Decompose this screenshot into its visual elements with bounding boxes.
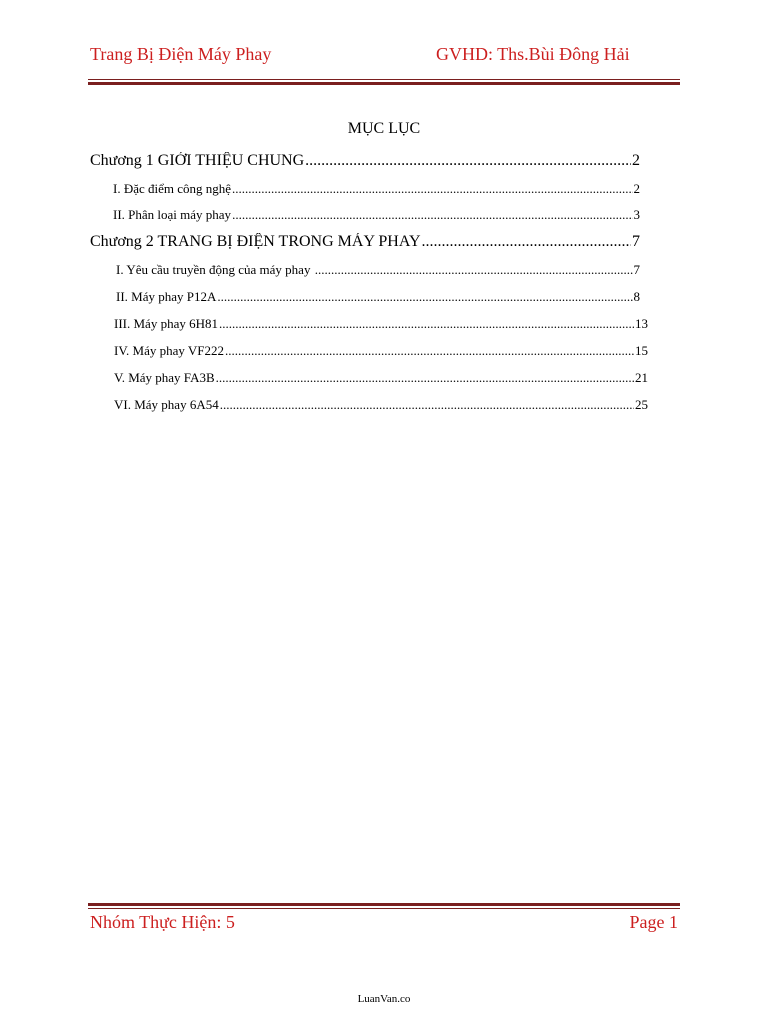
toc-entry-page: 21: [635, 370, 648, 385]
footer-rule-thin: [88, 908, 680, 909]
toc-entry-label: Chương 1 GIỚI THIỆU CHUNG: [90, 152, 305, 169]
toc-entry[interactable]: [113, 181, 640, 197]
header-instructor: GVHD: Ths.Bùi Đông Hải: [436, 44, 630, 64]
toc-entry[interactable]: [114, 397, 648, 413]
toc-entry-page: 7: [633, 262, 640, 277]
toc-title: MỤC LỤC: [347, 120, 421, 137]
toc-entry-page: 25: [635, 397, 648, 412]
toc-entry[interactable]: [116, 289, 640, 305]
header-rule-thin: [88, 79, 680, 80]
toc-entry-label: Chương 2 TRANG BỊ ĐIỆN TRONG MÁY PHAY: [90, 233, 421, 250]
toc-entry-chapter-1[interactable]: [90, 152, 640, 170]
toc-leader-dots: [219, 316, 634, 332]
page-header: [90, 44, 678, 70]
toc-entry-page: 2: [633, 181, 640, 196]
toc-entry-chapter-2[interactable]: [90, 233, 640, 251]
toc-leader-dots: [305, 152, 631, 170]
toc-leader-dots: [220, 397, 634, 413]
toc-entry[interactable]: [114, 370, 648, 386]
toc-entry-page: 15: [635, 343, 648, 358]
toc-entry-label: II. Phân loại máy phay: [113, 207, 232, 222]
watermark[interactable]: LuanVan.co: [357, 993, 411, 1005]
toc-entry-page: 2: [632, 152, 640, 169]
header-title: Trang Bị Điện Máy Phay: [90, 44, 272, 64]
toc-entry-label: II. Máy phay P12A: [116, 289, 217, 304]
toc-entry[interactable]: [113, 207, 640, 223]
toc-entry-label: IV. Máy phay VF222: [114, 343, 225, 358]
toc-leader-dots: [422, 233, 632, 251]
toc-entry-label: I. Đặc điểm công nghệ: [113, 181, 232, 196]
toc-entry-label: V. Máy phay FA3B: [114, 370, 215, 385]
toc-entry-page: 7: [632, 233, 640, 250]
toc-entry-label: III. Máy phay 6H81: [114, 316, 218, 331]
footer-rule-thick: [88, 903, 680, 906]
toc-leader-dots: [216, 370, 634, 386]
toc-entry[interactable]: [114, 316, 648, 332]
toc-entry-label: I. Yêu cầu truyền động của máy phay: [116, 262, 314, 277]
toc-entry[interactable]: [114, 343, 648, 359]
toc-entry-label: VI. Máy phay 6A54: [114, 397, 219, 412]
toc-entry-page: 8: [633, 289, 640, 304]
toc-leader-dots: [315, 262, 633, 278]
toc-leader-dots: [232, 207, 632, 223]
header-rule-thick: [88, 82, 680, 85]
toc-leader-dots: [232, 181, 632, 197]
toc-entry-page: 13: [635, 316, 648, 331]
footer-group: Nhóm Thực Hiện: 5: [90, 912, 235, 932]
toc-leader-dots: [225, 343, 634, 359]
toc-entry-page: 3: [633, 207, 640, 222]
footer-page-number: Page 1: [629, 912, 678, 932]
toc-entry[interactable]: [116, 262, 640, 278]
toc-leader-dots: [217, 289, 632, 305]
